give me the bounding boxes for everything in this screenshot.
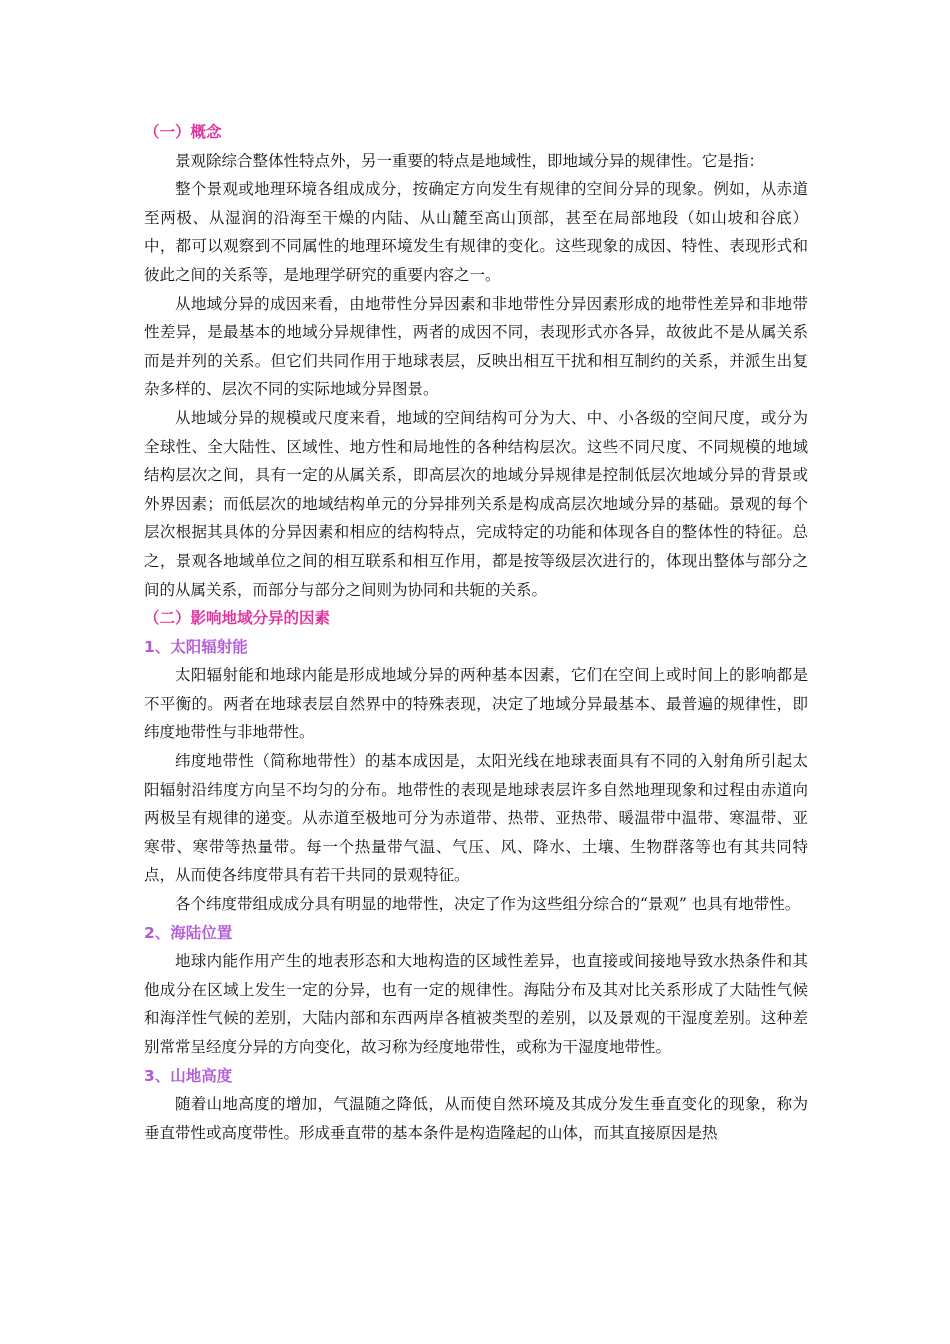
paragraph: 地球内能作用产生的地表形态和大地构造的区域性差异，也直接或间接地导致水热条件和其他成分在区域上发生一定的分异，也有一定的规律性。海陆分布及其对比关系形成了大陆性气候和海洋性气候的差别，大陆内部和东西两岸各植被类型的差别，以及景观的干湿度差别。这种差别常常呈经度分异的方向变化，故习称为经度地带性，或称为干湿度地带性。 [144,952,808,1056]
subsection-heading-solar-radiation: 1、太阳辐射能 [144,637,248,656]
paragraph: 景观除综合整体性特点外，另一重要的特点是地域性，即地域分异的规律性。它是指： [175,151,765,170]
paragraph: 随着山地高度的增加，气温随之降低，从而使自然环境及其成分发生垂直变化的现象，称为垂直带性或高度带性。形成垂直带的基本条件是构造隆起的山体，而其直接原因是热 [144,1095,808,1142]
section-heading-concept: （一）概念 [144,123,222,141]
paragraph: 从地域分异的成因来看，由地带性分异因素和非地带性分异因素形成的地带性差异和非地带性差异，是最基本的地域分异规律性，两者的成因不同，表现形式亦各异，故彼此不是从属关系而是并列的关系。但它们共同作用于地球表层，反映出相互干扰和相互制约的关系，并派生出复杂多样的、层次不同的实际地域分异图景。 [144,294,808,399]
subsection-heading-land-sea: 2、海陆位置 [144,923,233,942]
subsection-heading-mountain-altitude: 3、山地高度 [144,1066,233,1085]
paragraph: 纬度地带性（简称地带性）的基本成因是，太阳光线在地球表面具有不同的入射角所引起太阳辐射沿纬度方向呈不均匀的分布。地带性的表现是地球表层许多自然地理现象和过程由赤道向两极呈有规律的递变。从赤道至极地可分为赤道带、热带、亚热带、暖温带中温带、寒温带、亚寒带、寒带等热量带。每一个热量带气温、气压、风、降水、土壤、生物群落等也有其共同特点，从而使各纬度带具有若干共同的景观特征。 [144,752,808,885]
section-heading-factors: （二）影响地域分异的因素 [144,609,331,628]
paragraph: 整个景观或地理环境各组成成分，按确定方向发生有规律的空间分异的现象。例如，从赤道至两极、从湿润的沿海至干燥的内陆、从山麓至高山顶部，甚至在局部地段（如山坡和谷底）中，都可以观察到不同属性的地理环境发生有规律的变化。这些现象的成因、特性、表现形式和彼此之间的关系等，是地理学研究的重要内容之一。 [144,180,808,284]
paragraph: 太阳辐射能和地球内能是形成地域分异的两种基本因素，它们在空间上或时间上的影响都是不平衡的。两者在地球表层自然界中的特殊表现，决定了地域分异最基本、最普遍的规律性，即纬度地带性与非地带性。 [144,666,808,742]
document-body [144,118,808,1147]
paragraph: 从地域分异的规模或尺度来看，地域的空间结构可分为大、中、小各级的空间尺度，或分为全球性、全大陆性、区域性、地方性和局地性的各种结构层次。这些不同尺度、不同规模的地域结构层次之间，具有一定的从属关系，即高层次的地域分异规律是控制低层次地域分异的背景或外界因素；而低层次的地域结构单元的分异排列关系是构成高层次地域分异的基础。景观的每个层次根据其具体的分异因素和相应的结构特点，完成特定的功能和体现各自的整体性的特征。总之，景观各地域单位之间的相互联系和相互作用，都是按等级层次进行的，体现出整体与部分之间的从属关系，而部分与部分之间则为协同和共轭的关系。 [144,408,808,599]
paragraph: 各个纬度带组成成分具有明显的地带性，决定了作为这些组分综合的“景观” 也具有地带性。 [175,895,801,914]
